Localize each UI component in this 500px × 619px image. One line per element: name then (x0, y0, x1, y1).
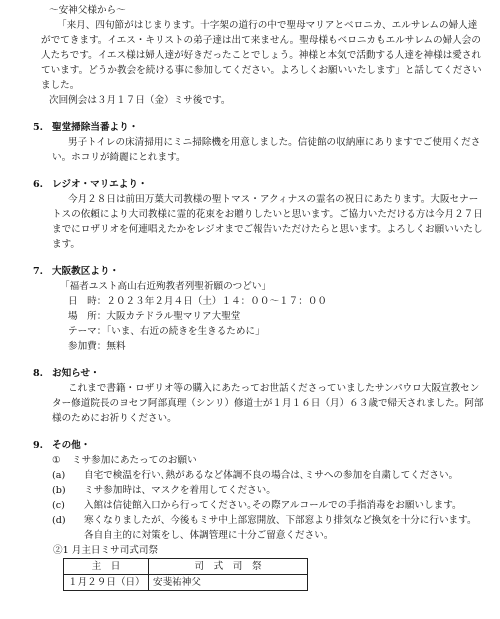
intro-heading: ～安神父様から～ (49, 5, 126, 16)
notice-item-2: ②1 月主日ミサ司式司祭 (53, 545, 159, 556)
section-number: 8. (33, 368, 44, 379)
section-number: 7. (33, 266, 44, 277)
table-cell-date: １月２９日（日） (64, 575, 149, 591)
event-title: 「福者ユスト高山右近殉教者列聖祈願のつどい」 (60, 281, 272, 292)
event-place: 場 所：大阪カテドラル聖マリア大聖堂 (68, 311, 241, 322)
event-date: 日 時：２０２３年２月４日（土）１４：００～１７：００ (68, 296, 328, 307)
section-heading: 聖堂掃除当番より・ (52, 122, 139, 133)
sub-item-text: ミサ参加時は、マスクを着用してください。 (84, 485, 276, 496)
item-marker: ① (52, 455, 61, 466)
section-5-title (33, 120, 486, 135)
event-fee: 参加費：無料 (68, 341, 126, 352)
table-cell-celebrant: 安斐祐神父 (149, 575, 308, 591)
section-6-body: 今月２８日は前田万葉大司教様の聖トマス・アクィナスの霊名の祝日にあたります。大阪セナートスの依頼により大司教様に霊的花束をお贈りしたいと思います。ご協力いただける方は今月２７日までにロザリオを何連唱えたかをレジオまでご報告いただけたらと思います。よろしくお願いいたします。 (52, 194, 483, 250)
item-label: ミサ参加にあたってのお願い (72, 455, 197, 466)
section-number: 6. (33, 179, 44, 190)
section-heading: レジオ・マリエより・ (52, 179, 148, 190)
sub-item-c (33, 498, 486, 513)
section-heading: お知らせ・ (52, 368, 100, 379)
intro-body: 「来月、四旬節がはじまります。十字架の道行の中で聖母マリアとベロニカ、エルサレムの婦人達がでてきます。イエス・キリストの弟子達は出て来ません。聖母様もベロニカもエルサレムの婦人会の人たちです。イエス様は婦人達が好きだったことでしょう。神様と本気で活動する人達を神様は愛されています。どうか教会を続ける事に参加してください。よろしくお願いいたします」と話してくださいました。 (41, 20, 482, 91)
section-number: 9. (33, 440, 44, 451)
sub-item-marker: (c) (52, 500, 65, 511)
notice-item-1 (33, 453, 486, 468)
sub-item-marker: (b) (52, 485, 66, 496)
section-number: 5. (33, 122, 44, 133)
section-9-title (33, 438, 486, 453)
sub-item-a (33, 468, 486, 483)
section-8-body: これまで書籍・ロザリオ等の購入にあたってお世話くださっていましたサンパウロ大阪宣教センター修道院長のヨセフ阿部真理（シンリ）修道士が１月１６日（月）６３歳で帰天されました。阿部様のためにお祈りください。 (52, 383, 484, 424)
event-theme: テーマ：「いま、右近の続きを生きるために」 (68, 326, 265, 337)
sub-item-d (33, 513, 486, 543)
table-header-row (64, 559, 308, 575)
sub-item-b (33, 483, 486, 498)
sub-item-marker: (a) (52, 470, 66, 481)
sub-item-text: 入館は信徒館入口から行ってください｡その際アルコールでの手指消毒をお願いします。 (84, 500, 462, 511)
next-meeting: 次回例会は３月１７日（金）ミサ後です。 (49, 95, 231, 106)
column-header-sunday: 主 日 (64, 559, 149, 575)
table-row (64, 575, 308, 591)
mass-celebrant-table (63, 558, 308, 591)
section-8-title (33, 366, 486, 381)
sub-item-text: 自宅で検温を行い､熱があるなど体調不良の場合は､ミサへの参加を自粛してください。 (84, 470, 459, 481)
section-6-title (33, 177, 486, 192)
section-5-body: 男子トイレの床清掃用にミニ掃除機を用意しました。信徒館の収納庫にありますでご使用ください。ホコリが綺麗にとれます。 (52, 137, 481, 163)
section-7-title (33, 264, 486, 279)
sub-item-text: 寒くなりましたが、今後もミサ中上部窓開放、下部窓より排気など換気を十分に行います。各自自主的に対策をし、体調管理に十分ご留意ください。 (84, 515, 477, 541)
column-header-celebrant: 司 式 司 祭 (149, 559, 308, 575)
section-heading: 大阪教区より・ (52, 266, 120, 277)
section-heading: その他・ (52, 440, 91, 451)
sub-item-marker: (d) (52, 515, 66, 526)
